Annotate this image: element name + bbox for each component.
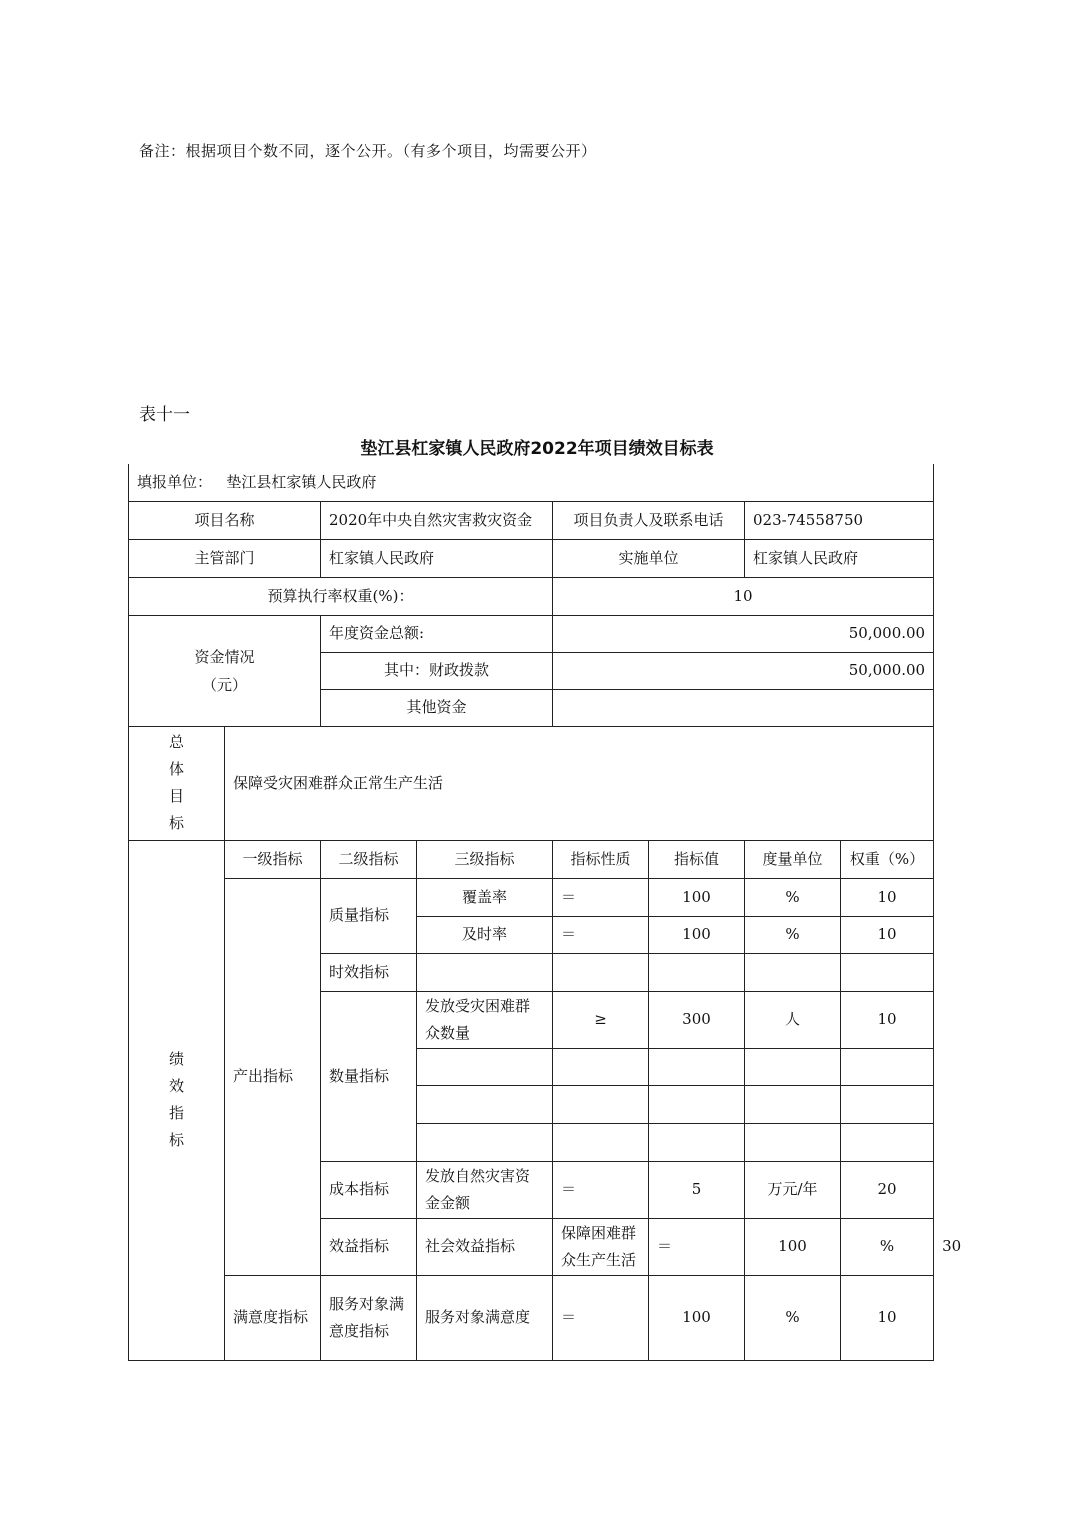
dept-value: 杠家镇人民政府 — [321, 539, 553, 577]
project-name-row — [129, 501, 934, 539]
empty-cell — [417, 953, 553, 991]
qty-l3: 发放受灾困难群众数量 — [417, 991, 553, 1048]
timely-value: 100 — [649, 916, 745, 953]
empty-cell — [841, 1085, 934, 1123]
table-row — [129, 1275, 934, 1360]
cost-unit: 万元/年 — [745, 1161, 841, 1218]
footnote: 备注：根据项目个数不同，逐个公开。（有多个项目，均需要公开） — [139, 142, 597, 160]
goal-label-char: 体 — [168, 760, 184, 778]
qty-value: 300 — [649, 991, 745, 1048]
other-value — [553, 689, 934, 726]
timely-nature: ＝ — [553, 916, 649, 953]
empty-cell — [745, 953, 841, 991]
coverage-value: 100 — [649, 878, 745, 916]
social-l3: 保障困难群众生产生活 — [553, 1218, 649, 1275]
empty-cell — [649, 1048, 745, 1085]
sat-l3: 服务对象满意度 — [417, 1275, 553, 1360]
perf-label-char: 效 — [168, 1077, 184, 1095]
table-row — [129, 878, 934, 916]
timely-weight: 10 — [841, 916, 934, 953]
cost-weight: 20 — [841, 1161, 934, 1218]
sat-unit: % — [745, 1275, 841, 1360]
benefit-indicator: 效益指标 — [321, 1218, 417, 1275]
impl-value: 杠家镇人民政府 — [745, 539, 934, 577]
fiscal-value: 50,000.00 — [553, 652, 934, 689]
timeliness-indicator: 时效指标 — [321, 953, 417, 991]
empty-cell — [841, 1048, 934, 1085]
fiscal-label: 其中：财政拨款 — [321, 652, 553, 689]
social-indicator: 社会效益指标 — [417, 1218, 553, 1275]
satisfaction-indicator: 满意度指标 — [225, 1275, 321, 1360]
header-l1: 一级指标 — [225, 840, 321, 878]
header-unit: 度量单位 — [745, 840, 841, 878]
budget-rate-label: 预算执行率权重(%)： — [129, 577, 553, 615]
budget-rate-row — [129, 577, 934, 615]
cost-nature: ＝ — [553, 1161, 649, 1218]
contact-label: 项目负责人及联系电话 — [553, 501, 745, 539]
empty-cell — [745, 1123, 841, 1161]
sat-weight: 10 — [841, 1275, 934, 1360]
quality-indicator: 质量指标 — [321, 878, 417, 953]
budget-rate-value: 10 — [553, 577, 934, 615]
empty-cell — [553, 1123, 649, 1161]
cost-value: 5 — [649, 1161, 745, 1218]
fill-unit-value: 垫江县杠家镇人民政府 — [226, 472, 377, 491]
annual-total-row — [129, 615, 934, 652]
table-title: 垫江县杠家镇人民政府2022年项目绩效目标表 — [360, 439, 714, 459]
funds-label — [129, 615, 321, 726]
overall-goal-row — [129, 726, 934, 840]
contact-value: 023-74558750 — [745, 501, 934, 539]
social-unit: % — [841, 1218, 934, 1275]
satisfaction-l2: 服务对象满意度指标 — [321, 1275, 417, 1360]
goal-label-char: 总 — [168, 733, 184, 751]
header-value: 指标值 — [649, 840, 745, 878]
table-number: 表十一 — [139, 405, 190, 425]
empty-cell — [745, 1085, 841, 1123]
coverage-l3: 覆盖率 — [417, 878, 553, 916]
impl-label: 实施单位 — [553, 539, 745, 577]
qty-weight: 10 — [841, 991, 934, 1048]
fill-unit-row — [129, 464, 934, 501]
project-name-label: 项目名称 — [129, 501, 321, 539]
funds-label-2: （元） — [201, 675, 247, 694]
header-nature: 指标性质 — [553, 840, 649, 878]
funds-label-1: 资金情况 — [194, 647, 255, 666]
cost-l3: 发放自然灾害资金金额 — [417, 1161, 553, 1218]
empty-cell — [841, 1123, 934, 1161]
cost-indicator: 成本指标 — [321, 1161, 417, 1218]
timely-unit: % — [745, 916, 841, 953]
header-l2: 二级指标 — [321, 840, 417, 878]
annual-total-label: 年度资金总额: — [321, 615, 553, 652]
empty-cell — [417, 1123, 553, 1161]
performance-table — [128, 464, 962, 1361]
quantity-indicator: 数量指标 — [321, 991, 417, 1161]
department-row — [129, 539, 934, 577]
goal-value: 保障受灾困难群众正常生产生活 — [225, 726, 934, 840]
coverage-nature: ＝ — [553, 878, 649, 916]
goal-label-char: 目 — [168, 787, 184, 805]
goal-label-char: 标 — [168, 814, 184, 832]
perf-label-char: 绩 — [168, 1050, 184, 1068]
perf-label — [129, 840, 225, 1360]
sat-value: 100 — [649, 1275, 745, 1360]
empty-cell — [649, 1085, 745, 1123]
dept-label: 主管部门 — [129, 539, 321, 577]
other-label: 其他资金 — [321, 689, 553, 726]
header-weight: 权重（%） — [841, 840, 934, 878]
indicator-header-row — [129, 840, 934, 878]
fill-unit-label: 填报单位： — [137, 472, 213, 491]
social-value: 100 — [745, 1218, 841, 1275]
sat-nature: ＝ — [553, 1275, 649, 1360]
empty-cell — [553, 1048, 649, 1085]
social-nature: ＝ — [649, 1218, 745, 1275]
perf-label-char: 标 — [168, 1131, 184, 1149]
empty-cell — [553, 1085, 649, 1123]
fill-unit-cell — [129, 464, 934, 501]
empty-cell — [745, 1048, 841, 1085]
project-name-value: 2020年中央自然灾害救灾资金 — [321, 501, 553, 539]
empty-cell — [417, 1085, 553, 1123]
empty-cell — [417, 1048, 553, 1085]
empty-cell — [841, 953, 934, 991]
empty-cell — [649, 953, 745, 991]
qty-nature: ≥ — [553, 991, 649, 1048]
annual-total-value: 50,000.00 — [553, 615, 934, 652]
header-l3: 三级指标 — [417, 840, 553, 878]
qty-unit: 人 — [745, 991, 841, 1048]
timely-l3: 及时率 — [417, 916, 553, 953]
empty-cell — [553, 953, 649, 991]
coverage-weight: 10 — [841, 878, 934, 916]
goal-label — [129, 726, 225, 840]
coverage-unit: % — [745, 878, 841, 916]
perf-label-char: 指 — [168, 1104, 184, 1122]
empty-cell — [649, 1123, 745, 1161]
output-indicator: 产出指标 — [225, 878, 321, 1275]
table-row: 效益指标 社会效益指标 保障困难群众生产生活 ＝ 100 % 30 — [129, 1218, 934, 1275]
